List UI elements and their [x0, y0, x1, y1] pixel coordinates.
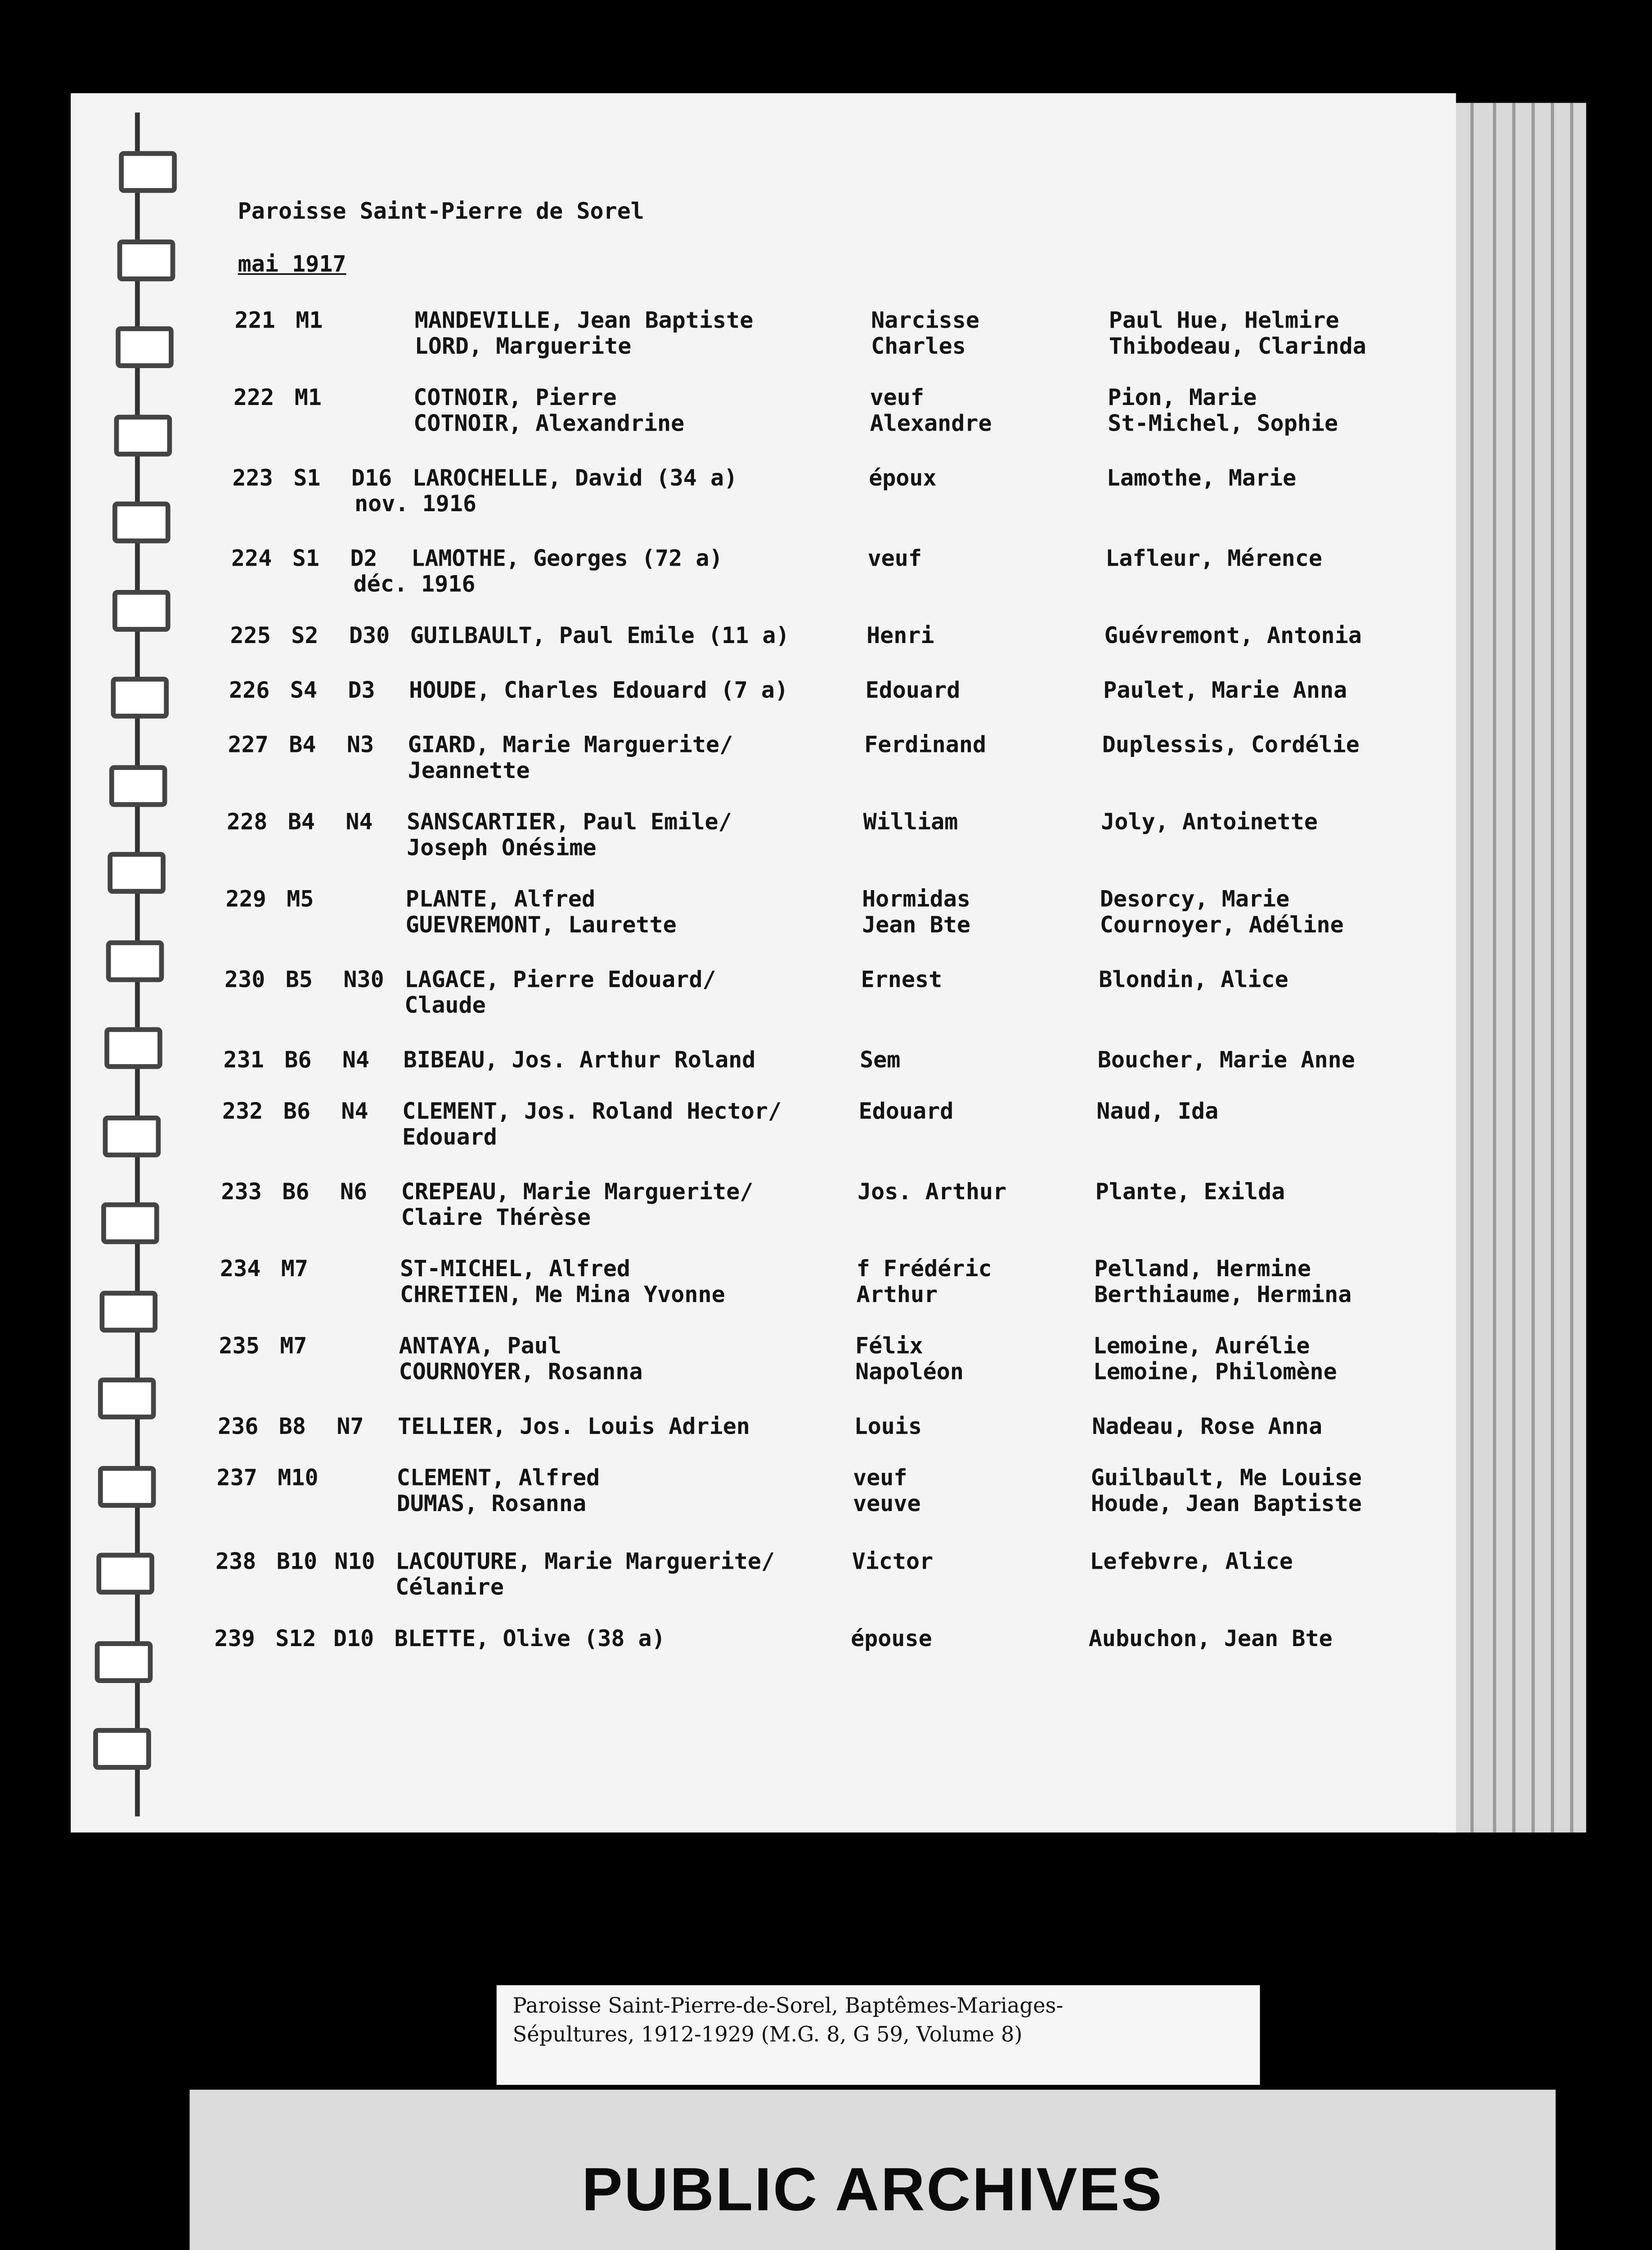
- register-entry: [0, 309, 1446, 373]
- entry-act-code: M10: [278, 1466, 319, 1492]
- entry-parent: époux: [869, 466, 937, 492]
- register-entry: [0, 733, 1446, 797]
- entry-name: LACOUTURE, Marie Marguerite/: [395, 1549, 775, 1575]
- entry-name-line-2: Claude: [404, 993, 486, 1019]
- entry-related-line-2: Cournoyer, Adéline: [1100, 913, 1344, 939]
- entry-name: BLETTE, Olive (38 a): [394, 1626, 665, 1653]
- entry-number: 224: [231, 546, 272, 572]
- entry-date: N4: [346, 810, 373, 836]
- entry-number: 231: [223, 1048, 264, 1074]
- entry-related: Plante, Exilda: [1095, 1179, 1285, 1206]
- register-entry: [0, 1099, 1446, 1164]
- entry-name: CREPEAU, Marie Marguerite/: [401, 1179, 754, 1206]
- entry-name-line-2: Jeannette: [408, 759, 530, 785]
- entry-name-line-2: COURNOYER, Rosanna: [399, 1359, 643, 1386]
- entry-date: N6: [340, 1179, 368, 1206]
- banner-line-1: PUBLIC ARCHIVES: [582, 2157, 1164, 2225]
- entry-related: Guévremont, Antonia: [1104, 623, 1362, 650]
- entry-parent-line-2: Alexandre: [870, 411, 992, 437]
- entry-number: 236: [218, 1414, 259, 1440]
- entry-act-code: B6: [284, 1048, 312, 1074]
- entry-name: LAGACE, Pierre Edouard/: [404, 968, 716, 994]
- entry-act-code: B4: [287, 810, 315, 836]
- label-line-1: Paroisse Saint-Pierre-de-Sorel, Baptêmes-Mariages-: [512, 1994, 1064, 2019]
- entry-act-code: B4: [289, 733, 316, 759]
- entry-related: Joly, Antoinette: [1101, 810, 1318, 836]
- entry-number: 230: [224, 968, 265, 994]
- register-entry: [0, 810, 1446, 874]
- entry-parent: Victor: [852, 1549, 934, 1575]
- binder-ring: [93, 1728, 151, 1770]
- entry-act-code: S2: [291, 623, 319, 650]
- entry-act-code: M7: [281, 1257, 308, 1283]
- entry-related: Boucher, Marie Anne: [1097, 1048, 1355, 1074]
- entry-name-line-2: Joseph Onésime: [407, 836, 597, 862]
- entry-act-code: M5: [287, 887, 314, 913]
- entry-related: Naud, Ida: [1096, 1099, 1219, 1125]
- entry-name: CLEMENT, Jos. Roland Hector/: [402, 1099, 782, 1125]
- entry-act-code: B8: [278, 1414, 306, 1440]
- register-entry: [0, 1257, 1446, 1321]
- entry-number: 225: [230, 623, 271, 650]
- entry-parent: Narcisse: [871, 308, 979, 334]
- entry-parent: Louis: [854, 1414, 922, 1440]
- entry-number: 235: [219, 1334, 260, 1360]
- register-entry: [0, 386, 1446, 450]
- entry-parent-line-2: Charles: [871, 334, 966, 360]
- entry-name-line-2: Edouard: [402, 1125, 497, 1151]
- entry-parent: Jos. Arthur: [857, 1179, 1007, 1206]
- entry-name-line-2: CHRETIEN, Me Mina Yvonne: [400, 1282, 725, 1309]
- entry-name-line-2: nov. 1916: [355, 492, 476, 518]
- entry-related: Guilbault, Me Louise: [1091, 1466, 1362, 1492]
- entry-date: D2: [350, 546, 377, 572]
- entry-number: 226: [229, 678, 270, 704]
- entry-act-code: M1: [296, 308, 323, 334]
- entry-parent: épouse: [851, 1626, 932, 1653]
- entry-number: 227: [228, 733, 269, 759]
- register-entry: [0, 1334, 1446, 1399]
- entry-name-line-2: LORD, Marguerite: [414, 334, 632, 360]
- entry-related: Blondin, Alice: [1099, 968, 1288, 994]
- entry-parent-line-2: Napoléon: [855, 1359, 964, 1386]
- register-entry: [0, 1180, 1446, 1244]
- entry-date: D10: [333, 1626, 374, 1653]
- entry-date: D16: [351, 466, 392, 492]
- entry-name: LAROCHELLE, David (34 a): [412, 466, 738, 492]
- register-entry: [0, 1627, 1446, 1691]
- entry-related: Lefebvre, Alice: [1090, 1549, 1293, 1575]
- entry-date: D30: [349, 623, 390, 650]
- entry-number: 234: [220, 1257, 261, 1283]
- entry-number: 232: [222, 1099, 263, 1125]
- entry-number: 239: [214, 1626, 255, 1653]
- entry-name-line-2: Claire Thérèse: [401, 1206, 591, 1232]
- entry-parent: veuf: [870, 386, 925, 412]
- entry-number: 229: [225, 887, 266, 913]
- register-entry: [0, 887, 1446, 952]
- entry-related: Nadeau, Rose Anna: [1092, 1414, 1323, 1440]
- entry-number: 233: [221, 1179, 262, 1206]
- entry-name: LAMOTHE, Georges (72 a): [411, 546, 723, 572]
- entry-name: GIARD, Marie Marguerite/: [408, 733, 733, 759]
- entry-related-line-2: Lemoine, Philomène: [1093, 1359, 1337, 1386]
- label-line-2: Sépultures, 1912-1929 (M.G. 8, G 59, Volume 8): [512, 2024, 1023, 2048]
- entry-act-code: S4: [290, 678, 317, 704]
- register-entry: [0, 1550, 1446, 1614]
- entry-act-code: B10: [276, 1549, 318, 1575]
- entry-number: 237: [216, 1466, 257, 1492]
- collection-label: [497, 1985, 1260, 2085]
- entry-name: SANSCARTIER, Paul Emile/: [407, 810, 732, 836]
- entry-parent: Félix: [855, 1334, 923, 1360]
- binder-ring: [117, 238, 175, 280]
- month-heading: mai 1917: [238, 252, 346, 278]
- entry-related: Duplessis, Cordélie: [1102, 733, 1360, 759]
- entry-number: 228: [227, 810, 268, 836]
- entry-related: Pelland, Hermine: [1094, 1257, 1311, 1283]
- entry-name: ST-MICHEL, Alfred: [400, 1257, 630, 1283]
- entry-parent: William: [863, 810, 958, 836]
- entry-name: CLEMENT, Alfred: [396, 1466, 600, 1492]
- entry-parent: Ferdinand: [864, 733, 987, 759]
- entry-parent: Sem: [860, 1048, 901, 1074]
- entry-number: 221: [234, 308, 275, 334]
- entry-related-line-2: St-Michel, Sophie: [1108, 411, 1338, 437]
- entry-parent: Hormidas: [862, 887, 970, 913]
- entry-act-code: B6: [282, 1179, 310, 1206]
- entry-number: 238: [215, 1549, 256, 1575]
- entry-name: TELLIER, Jos. Louis Adrien: [398, 1414, 750, 1440]
- entry-related: Pion, Marie: [1108, 386, 1257, 412]
- entry-related-line-2: Berthiaume, Hermina: [1094, 1282, 1352, 1309]
- entry-act-code: M7: [280, 1334, 307, 1360]
- entry-related: Lafleur, Mérence: [1105, 546, 1322, 572]
- entry-related-line-2: Houde, Jean Baptiste: [1091, 1491, 1362, 1518]
- entry-parent: Edouard: [858, 1099, 954, 1125]
- entry-related: Lemoine, Aurélie: [1093, 1334, 1310, 1360]
- entry-parent: Ernest: [861, 968, 943, 994]
- entry-date: N7: [337, 1414, 364, 1440]
- entry-name-line-2: déc. 1916: [353, 572, 476, 598]
- entry-parent-line-2: veuve: [853, 1491, 921, 1518]
- entry-parent: Edouard: [865, 678, 961, 704]
- entry-date: N30: [343, 968, 384, 994]
- entry-act-code: S1: [293, 466, 321, 492]
- entry-related: Aubuchon, Jean Bte: [1088, 1626, 1333, 1653]
- archives-banner: [190, 2090, 1556, 2250]
- entry-name: PLANTE, Alfred: [405, 887, 596, 913]
- entry-parent-line-2: Jean Bte: [862, 913, 970, 939]
- entry-act-code: B5: [285, 968, 313, 994]
- entry-related: Paulet, Marie Anna: [1103, 678, 1347, 704]
- entry-act-code: S12: [275, 1626, 316, 1653]
- entry-parent: Henri: [866, 623, 934, 650]
- entry-name: MANDEVILLE, Jean Baptiste: [414, 308, 754, 334]
- entry-date: D3: [348, 678, 375, 704]
- entry-act-code: B6: [283, 1099, 310, 1125]
- register-entry: [0, 1466, 1446, 1530]
- entry-name: HOUDE, Charles Edouard (7 a): [409, 678, 789, 704]
- entry-name: GUILBAULT, Paul Emile (11 a): [410, 623, 790, 650]
- register-entry: [0, 968, 1446, 1032]
- entry-number: 223: [232, 466, 273, 492]
- page-stack: [1438, 103, 1586, 1833]
- entry-date: N4: [341, 1099, 368, 1125]
- binder-ring: [119, 151, 177, 193]
- entry-name-line-2: COTNOIR, Alexandrine: [413, 411, 685, 437]
- entry-name: COTNOIR, Pierre: [413, 386, 617, 412]
- register-entry: [0, 466, 1446, 531]
- entry-name-line-2: DUMAS, Rosanna: [396, 1491, 587, 1518]
- entry-date: N10: [334, 1549, 375, 1575]
- entry-parent: veuf: [853, 1466, 907, 1492]
- entry-parent: f Frédéric: [856, 1257, 992, 1283]
- register-entry: [0, 547, 1446, 611]
- parish-title: Paroisse Saint-Pierre de Sorel: [238, 199, 644, 225]
- entry-date: N4: [342, 1048, 370, 1074]
- entry-act-code: M1: [294, 386, 322, 412]
- entry-name: BIBEAU, Jos. Arthur Roland: [403, 1048, 756, 1074]
- entry-parent-line-2: Arthur: [856, 1282, 938, 1309]
- entry-related-line-2: Thibodeau, Clarinda: [1109, 334, 1366, 360]
- entry-date: N3: [346, 733, 374, 759]
- entry-name-line-2: GUEVREMONT, Laurette: [405, 913, 677, 939]
- entry-related: Paul Hue, Helmire: [1109, 308, 1339, 334]
- entry-act-code: S1: [292, 546, 319, 572]
- entry-name-line-2: Célanire: [395, 1575, 504, 1601]
- entry-related: Lamothe, Marie: [1106, 466, 1297, 492]
- entry-name: ANTAYA, Paul: [399, 1334, 561, 1360]
- entry-number: 222: [233, 386, 274, 412]
- entry-parent: veuf: [867, 546, 922, 572]
- entry-related: Desorcy, Marie: [1100, 887, 1290, 913]
